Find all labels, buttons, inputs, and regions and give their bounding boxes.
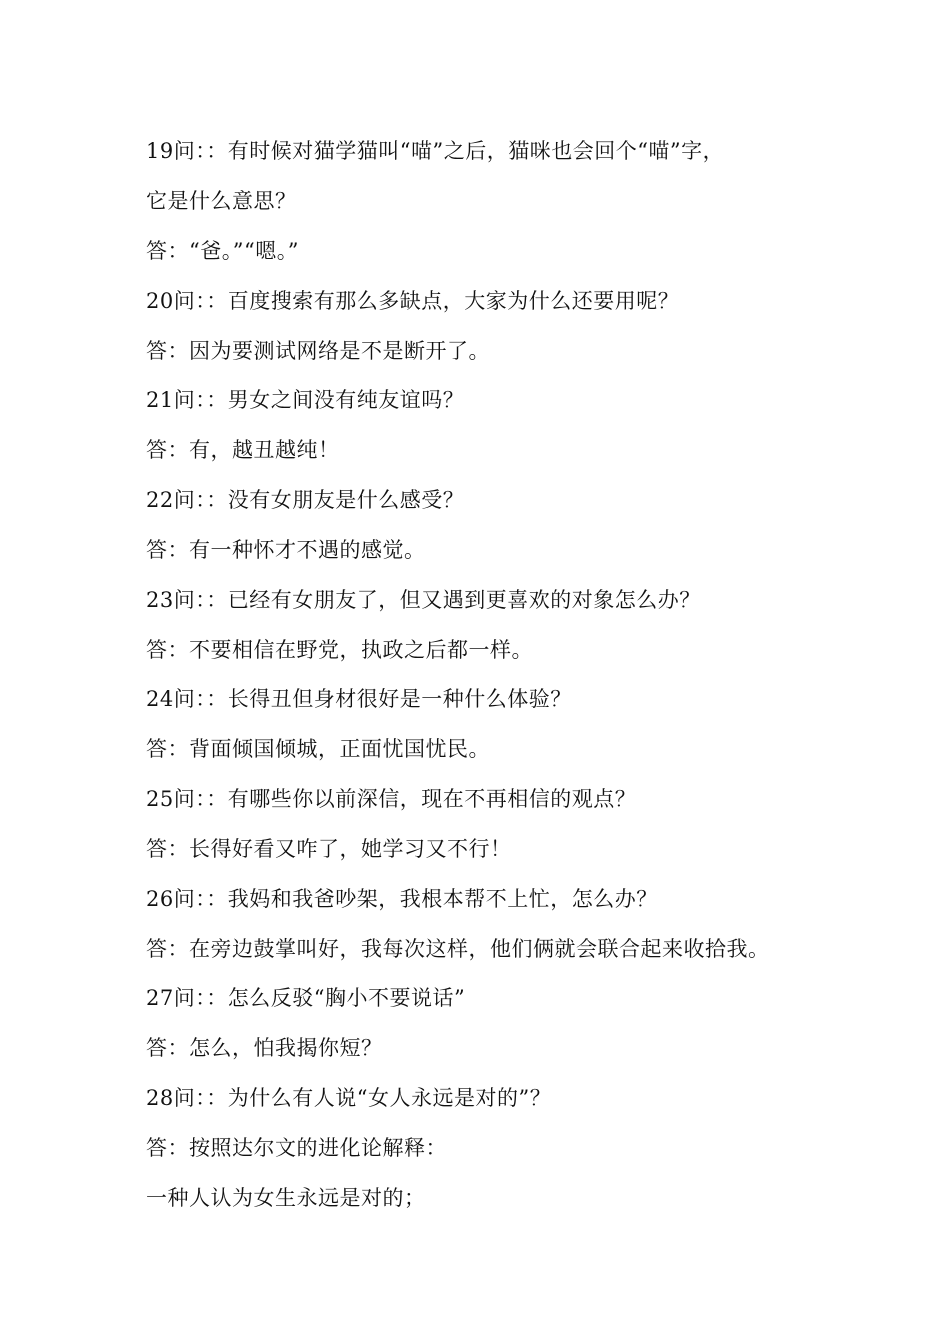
answer-23: 答：不要相信在野党，执政之后都一样。 [146,638,533,662]
answer-20: 答：因为要测试网络是不是断开了。 [146,339,490,363]
answer-25: 答：长得好看又咋了，她学习又不行！ [146,837,512,861]
answer-28-line-1: 答：按照达尔文的进化论解释： [146,1136,447,1160]
answer-26: 答：在旁边鼓掌叫好，我每次这样，他们俩就会联合起来收拾我。 [146,937,770,961]
question-27: 27问：：怎么反驳“胸小不要说话” [146,986,466,1010]
answer-21: 答：有，越丑越纯！ [146,438,340,462]
answer-24: 答：背面倾国倾城，正面忧国忧民。 [146,737,490,761]
question-19-line-2: 它是什么意思？ [146,189,297,213]
answer-19: 答：“爸。”“嗯。” [146,239,299,263]
question-26: 26问：：我妈和我爸吵架，我根本帮不上忙，怎么办？ [146,887,658,911]
answer-27: 答：怎么，怕我揭你短？ [146,1036,383,1060]
question-23: 23问：：已经有女朋友了，但又遇到更喜欢的对象怎么办？ [146,588,701,612]
question-25: 25问：：有哪些你以前深信，现在不再相信的观点？ [146,787,637,811]
question-22: 22问：：没有女朋友是什么感受？ [146,488,465,512]
question-21: 21问：：男女之间没有纯友谊吗？ [146,388,465,412]
question-24: 24问：：长得丑但身材很好是一种什么体验？ [146,687,572,711]
question-28: 28问：：为什么有人说“女人永远是对的”？ [146,1086,552,1110]
answer-28-line-2: 一种人认为女生永远是对的； [146,1186,426,1210]
answer-22: 答：有一种怀才不遇的感觉。 [146,538,426,562]
question-20: 20问：：百度搜索有那么多缺点，大家为什么还要用呢？ [146,289,680,313]
question-19-line-1: 19问：：有时候对猫学猫叫“喵”之后，猫咪也会回个“喵”字， [146,139,725,163]
